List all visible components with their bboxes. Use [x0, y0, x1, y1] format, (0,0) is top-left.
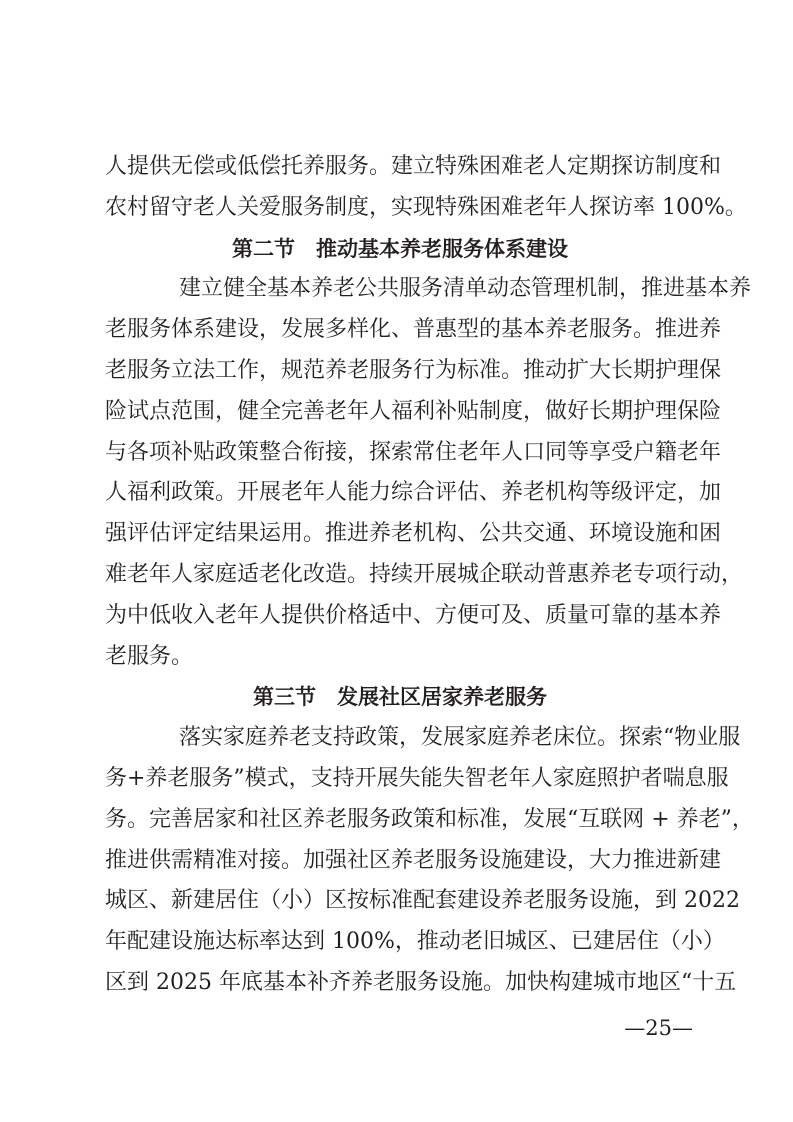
- body-line: 年配建设施达标率达到 100%，推动老旧城区、已建居住（小）: [105, 929, 725, 955]
- body-line: 建立健全基本养老公共服务清单动态管理机制，推进基本养: [179, 276, 752, 302]
- body-line: 农村留守老人关爱服务制度，实现特殊困难老年人探访率 100%。: [105, 194, 747, 220]
- body-line: 强评估评定结果运用。推进养老机构、公共交通、环境设施和困: [105, 521, 722, 547]
- body-line: 老服务体系建设，发展多样化、普惠型的基本养老服务。推进养: [105, 317, 722, 343]
- section-heading-2: 第二节 推动基本养老服务体系建设: [232, 236, 568, 261]
- body-line: 人提供无偿或低偿托养服务。建立特殊困难老人定期探访制度和: [105, 154, 722, 179]
- section-3-paragraph: [105, 718, 754, 1004]
- body-line: 务。完善居家和社区养老服务政策和标准，发展“互联网 + 养老”，: [105, 806, 754, 832]
- body-line: 推进供需精准对接。加强社区养老服务设施建设，大力推进新建: [105, 847, 722, 873]
- section-heading-3: 第三节 发展社区居家养老服务: [253, 685, 547, 710]
- body-line: 老服务立法工作，规范养老服务行为标准。推动扩大长期护理保: [105, 357, 722, 383]
- body-line: 人福利政策。开展老年人能力综合评估、养老机构等级评定，加: [105, 480, 722, 506]
- page-number: —25—: [624, 1016, 693, 1040]
- section-2-paragraph: [105, 269, 752, 677]
- body-line: 险试点范围，健全完善老年人福利补贴制度，做好长期护理保险: [105, 398, 722, 424]
- body-line: 为中低收入老年人提供价格适中、方便可及、质量可靠的基本养: [105, 602, 722, 628]
- body-line: 落实家庭养老支持政策，发展家庭养老床位。探索“物业服: [179, 725, 741, 751]
- body-line: 老服务。: [105, 643, 194, 669]
- body-line: 务+养老服务”模式，支持开展失能失智老年人家庭照护者喘息服: [105, 765, 729, 791]
- body-line: 与各项补贴政策整合衔接，探索常住老年人口同等享受户籍老年: [105, 439, 722, 465]
- body-line: 区到 2025 年底基本补齐养老服务设施。加快构建城市地区“十五: [105, 969, 737, 995]
- body-line: 城区、新建居住（小）区按标准配套建设养老服务设施，到 2022: [105, 888, 740, 914]
- document-page: [105, 147, 754, 1004]
- body-line: 难老年人家庭适老化改造。持续开展城企联动普惠养老专项行动，: [105, 561, 744, 587]
